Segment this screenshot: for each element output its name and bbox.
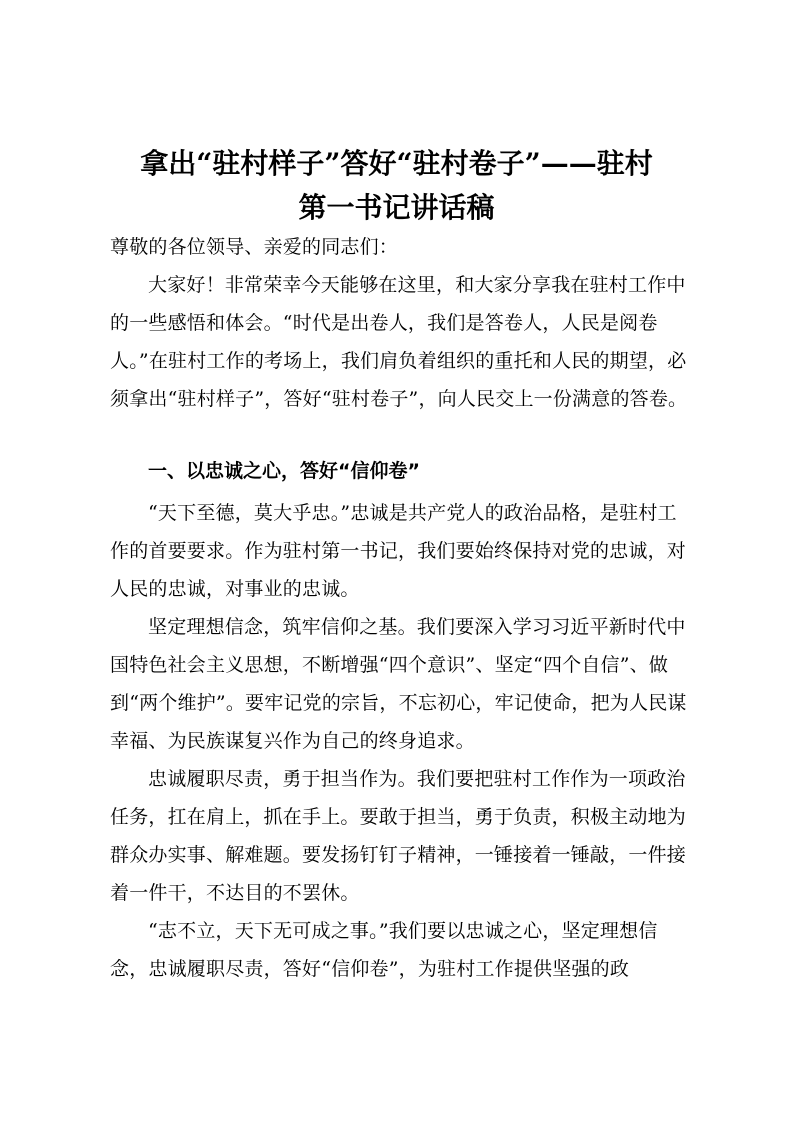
paragraph: 忠诚履职尽责，勇于担当作为。我们要把驻村工作作为一项政治任务，扛在肩上，抓在手上。要敢于担当，勇于负责，积极主动地为群众办实事、解难题。要发扬钉钉子精神，一锤接着一锤敲，一件接着一件干，不达目的不罢休。 — [110, 768, 687, 904]
document-title-line-1: 拿出“驻村样子”答好“驻村卷子”——驻村 — [140, 147, 653, 180]
document-title-line-2: 第一书记讲话稿 — [298, 191, 495, 224]
paragraph: “天下至德，莫大乎忠。”忠诚是共产党人的政治品格，是驻村工作的首要要求。作为驻村第一书记，我们要始终保持对党的忠诚，对人民的忠诚，对事业的忠诚。 — [110, 502, 687, 600]
paragraph: “志不立，天下无可成之事。”我们要以忠诚之心，坚定理想信念，忠诚履职尽责，答好“信仰卷”，为驻村工作提供坚强的政 — [110, 920, 658, 980]
paragraph-intro: 大家好！非常荣幸今天能够在这里，和大家分享我在驻村工作中的一些感悟和体会。“时代是出卷人，我们是答卷人，人民是阅卷人。”在驻村工作的考场上，我们肩负着组织的重托和人民的期望，必须拿出“驻村样子”，答好“驻村卷子”，向人民交上一份满意的答卷。 — [110, 274, 688, 410]
section-heading: 一、以忠诚之心，答好“信仰卷” — [148, 460, 420, 482]
greeting: 尊敬的各位领导、亲爱的同志们： — [110, 236, 399, 258]
paragraph: 坚定理想信念，筑牢信仰之基。我们要深入学习习近平新时代中国特色社会主义思想，不断增强“四个意识”、坚定“四个自信”、做到“两个维护”。要牢记党的宗旨，不忘初心，牢记使命，把为人民谋幸福、为民族谋复兴作为自己的终身追求。 — [110, 616, 687, 752]
